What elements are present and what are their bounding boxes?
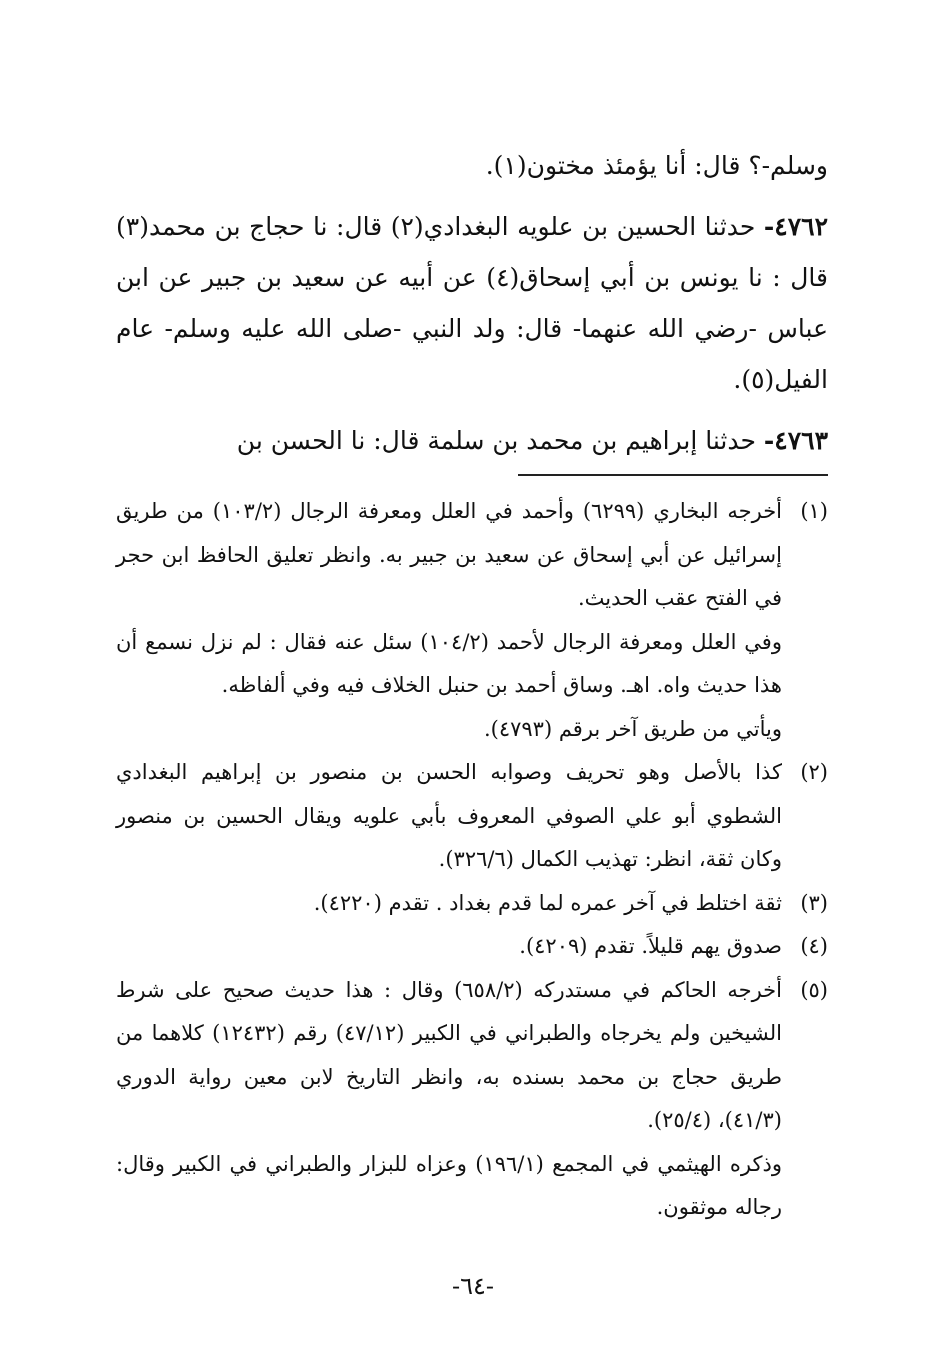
hadith-4763 <box>116 415 828 466</box>
main-paragraph-0: وسلم-؟ قال: أنا يؤمئذ مختون(١). <box>485 151 828 180</box>
footnote-1 <box>116 490 828 751</box>
main-text <box>116 140 828 476</box>
hadith-text: حدثنا الحسين بن علويه البغدادي(٢) قال: نا حجاج بن محمد(٣) قال : نا يونس بن أبي إسحاق(٤) عن أبيه عن سعيد بن جبير عن ابن عباس -رضي الله عنهما- قال: ولد النبي -صلى الله عليه وسلم- عام الفيل(٥). <box>116 212 828 394</box>
footnote-4 <box>116 925 828 969</box>
hadith-number: ٤٧٦٢- <box>763 212 828 241</box>
footnote-body <box>116 925 782 969</box>
footnote-number: (٣) <box>800 890 828 915</box>
footnotes <box>116 490 828 1230</box>
footnote-body <box>116 969 782 1230</box>
footnote-number: (٤) <box>800 934 828 958</box>
footnote-paragraph: ويأتي من طريق آخر برقم (٤٧٩٣). <box>483 716 782 741</box>
footnote-body <box>116 882 782 926</box>
footnote-paragraph: ثقة اختلط في آخر عمره لما قدم بغداد . تقدم (٤٢٢٠). <box>313 890 782 915</box>
footnote-2 <box>116 751 828 882</box>
footnote-paragraph: وفي العلل ومعرفة الرجال لأحمد (١٠٤/٢) سئل عنه فقال : لم نزل نسمع أن هذا حديث واه. اهـ. وساق أحمد بن حنبل الخلاف فيه وفي ألفاظه. <box>116 629 782 697</box>
hadith-4762 <box>116 201 828 405</box>
hadith-number: ٤٧٦٣- <box>763 426 828 455</box>
footnote-body <box>116 490 782 751</box>
footnote-paragraph: أخرجه الحاكم في مستدركه (٦٥٨/٢) وقال : هذا حديث صحيح على شرط الشيخين ولم يخرجاه والطبراني في الكبير (٤٧/١٢) رقم (١٢٤٣٢) كلاهما من طريق حجاج بن محمد بسنده به، وانظر التاريخ لابن معين رواية الدوري (٤١/٣)، (٢٥/٤). <box>116 977 782 1132</box>
footnote-paragraph: صدوق يهم قليلاً. تقدم (٤٢٠٩). <box>519 934 782 958</box>
footnote-separator <box>518 474 828 476</box>
footnote-paragraph: أخرجه البخاري (٦٢٩٩) وأحمد في العلل ومعرفة الرجال (١٠٣/٢) من طريق إسرائيل عن أبي إسحاق عن سعيد بن جبير به. وانظر تعليق الحافظ ابن حجر في الفتح عقب الحديث. <box>116 499 783 610</box>
footnote-paragraph: وذكره الهيثمي في المجمع (١٩٦/١) وعزاه للبزار والطبراني في الكبير وقال: رجاله موثقون. <box>116 1151 782 1219</box>
footnote-body <box>116 751 782 882</box>
footnote-paragraph: كذا بالأصل وهو تحريف وصوابه الحسن بن منصور بن إبراهيم البغدادي الشطوي أبو علي الصوفي المعروف بأبي علويه ويقال الحسين بن منصور وكان ثقة، انظر: تهذيب الكمال (٣٢٦/٦). <box>116 760 782 871</box>
footnote-3 <box>116 882 828 926</box>
footnote-number: (٢) <box>800 760 828 784</box>
footnote-number: (٥) <box>800 977 828 1002</box>
footnote-5 <box>116 969 828 1230</box>
hadith-text: حدثنا إبراهيم بن محمد بن سلمة قال: نا الحسن بن <box>236 426 764 455</box>
footnote-number: (١) <box>800 499 828 523</box>
page-number: -٦٤- <box>452 1272 494 1300</box>
